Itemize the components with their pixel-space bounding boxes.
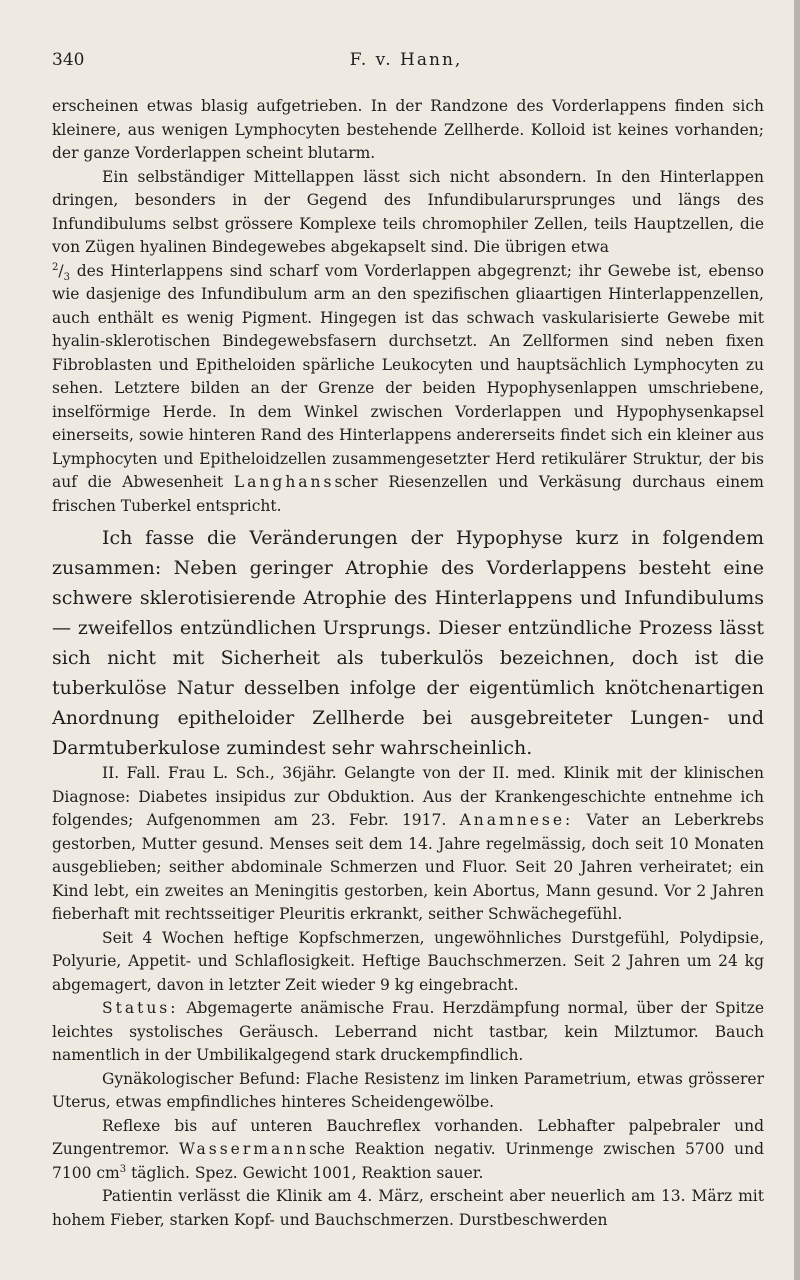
case-two-status xyxy=(52,997,764,1068)
case-two-block xyxy=(52,762,764,1232)
case-two-reflexes-text: Reflexe bis auf unteren Bauchreflex vorhanden. Lebhafter palpebraler und Zungentremor. xyxy=(52,1116,764,1158)
case-two-gynecology: Gynäkologischer Befund: Flache Resistenz im linken Parametrium, etwas grösserer Uterus, etwas empfindliches hinteres Scheidengewölbe. xyxy=(52,1069,764,1111)
spaced-name-wassermann: Wassermann xyxy=(178,1140,310,1158)
paragraph-hinterlappen: $^2/_3$ des Hinterlappens sind scharf vom Vorderlappen abgegrenzt; ihr Gewebe ist, ebenso wie dasjenige des Infundibulum arm an den spezifischen gliaartigen Hinterlappenzellen, auch enthält es wenig Pigment. Hingegen ist das schwach vaskularisierte Gewebe mit hyalin-sklerotischen Bindegewebsfasern durchsetzt. An Zellformen sind neben fixen Fibroblasten und Epitheloiden spärliche Leukocyten und hauptsächlich Lymphocyten zu sehen. Letztere bilden an der Grenze der beiden Hypophysenlappen umschriebene, inselförmige Herde. In dem Winkel zwischen Vorderlappen und Hypophysenkapsel einerseits, sowie hinteren Rand des Hinterlappens andererseits findet sich ein kleiner aus Lymphocyten und Epitheloidzellen zusammengesetzter Herd retikulärer Struktur, der bis auf die Abwesenheit Langhansscher Riesenzellen und Verkäsung durchaus einem frischen Tuberkel entspricht. xyxy=(52,261,764,515)
spaced-label-anamnese: Anamnese: xyxy=(459,811,574,829)
case-two-urine-text: sche Reaktion negativ. Urinmenge zwischen 5700 und 7100 cm xyxy=(52,1140,764,1182)
paragraph-vorderlappen: erscheinen etwas blasig aufgetrieben. In der Randzone des Vorderlappens finden sich kleinere, aus wenigen Lymphocyten bestehende Zellherde. Kolloid ist keines vorhanden; der ganze Vorderlappen scheint blutarm. xyxy=(52,97,764,162)
spaced-name-langhans: Langhans xyxy=(233,473,335,491)
running-title: F. v. Hann, xyxy=(349,50,463,70)
paragraph-hinterlappen-text: des Hinterlappens sind scharf vom Vorderlappen abgegrenzt; ihr Gewebe ist, ebenso wie dasjenige des Infundibulum arm an den spezifischen gliaartigen Hinterlappenzellen, auch enthält es wenig Pigment. Hingegen ist das schwach vaskularisierte Gewebe mit hyalin-sklerotischen Bindegewebsfasern durchsetzt. An Zellformen sind neben fixen Fibroblasten und Epitheloiden spärliche Leukocyten und hauptsächlich Lymphocyten zu sehen. Letztere bilden an der Grenze der beiden Hypophysenlappen umschriebene, inselförmige Herde. In dem Winkel zwischen Vorderlappen und Hypophysenkapsel einerseits, sowie hinteren Rand des Hinterlappens andererseits findet sich ein kleiner aus Lymphocyten und Epitheloidzellen zusammengesetzter Herd retikulärer Struktur, der bis auf die Abwesenheit xyxy=(52,261,764,491)
fraction-denominator: 3 xyxy=(63,271,70,283)
case-two-symptoms: Seit 4 Wochen heftige Kopfschmerzen, ungewöhnliches Durstgefühl, Polydipsie, Polyurie, Appetit- und Schlaflosigkeit. Heftige Bauchschmerzen. Seit 2 Jahren um 24 kg abgemagert, davon in letzter Zeit wieder 9 kg eingebracht. xyxy=(52,928,764,994)
section-histology xyxy=(52,95,764,518)
summary-paragraph: Ich fasse die Veränderungen der Hypophyse kurz in folgendem zusammen: Neben geringer Atrophie des Vorderlappens besteht eine schwere sklerotisierende Atrophie des Hinterlappens und Infundibulums — zweifellos entzündlichen Ursprungs. Dieser entzündliche Prozess lässt sich nicht mit Sicherheit als tuberkulös bezeichnen, doch ist die tuberkulöse Natur desselben infolge der eigentümlich knötchenartigen Anordnung epitheloider Zellherde bei ausgebreiteter Lungen- und Darmtuberkulose zumindest sehr wahrscheinlich. xyxy=(52,527,764,759)
superscript-three: 3 xyxy=(119,1163,127,1175)
case-two-readmission: Patientin verlässt die Klinik am 4. März, erscheint aber neuerlich am 13. März mit hohem Fieber, starken Kopf- und Bauchschmerzen. Durstbeschwerden xyxy=(52,1187,764,1229)
summary-block xyxy=(52,523,764,763)
paragraph-tuberkel-text: scher Riesenzellen und Verkäsung durchaus einem frischen Tuberkel entspricht. xyxy=(52,473,764,515)
page-header xyxy=(52,50,760,78)
case-two-intro: II. Fall. Frau L. Sch., 36jähr. Gelangte von der II. med. Klinik mit der klinischen Diagnose: Diabetes insipidus zur Obduktion. Aus der Krankengeschichte entnehme ich folgendes; Aufgenommen am 23. Febr. 1917. xyxy=(52,764,764,829)
case-two-gravity-text: täglich. Spez. Gewicht 1001, Reaktion sauer. xyxy=(126,1163,484,1182)
fraction-numerator: 2 xyxy=(52,261,59,273)
page-number: 340 xyxy=(52,50,85,70)
paragraph-mittellappen: Ein selbständiger Mittellappen lässt sich nicht absondern. In den Hinterlappen dringen, besonders in der Gegend des Infundibularursprunges und längs des Infundibulums selbst grössere Komplexe teils chromophiler Zellen, teils Hauptzellen, die von Zügen hyalinen Bindegewebes abgekapselt sind. Die übrigen etwa xyxy=(52,167,764,256)
case-two-status-text: Abgemagerte anämische Frau. Herzdämpfung normal, über der Spitze leichtes systolisches Geräusch. Leberrand nicht tastbar, kein Milztumor. Bauch namentlich in der Umbilikalgegend stark druckempfindlich. xyxy=(52,999,764,1064)
page-edge-shadow xyxy=(794,0,800,1280)
case-two-reflexes xyxy=(52,1115,764,1186)
case-two-history: Vater an Leberkrebs gestorben, Mutter gesund. Menses seit dem 14. Jahre regelmässig, doch seit 10 Monaten ausgeblieben; seither abdominale Schmerzen und Fluor. Seit 20 Jahren verheiratet; ein Kind lebt, ein zweites an Meningitis gestorben, kein Abortus, Mann gesund. Vor 2 Jahren fieberhaft mit rechtsseitiger Pleuritis erkrankt, seither Schwächegefühl. xyxy=(52,811,764,923)
spaced-label-status: Status: xyxy=(102,999,179,1017)
case-two-anamnesis xyxy=(52,762,764,927)
